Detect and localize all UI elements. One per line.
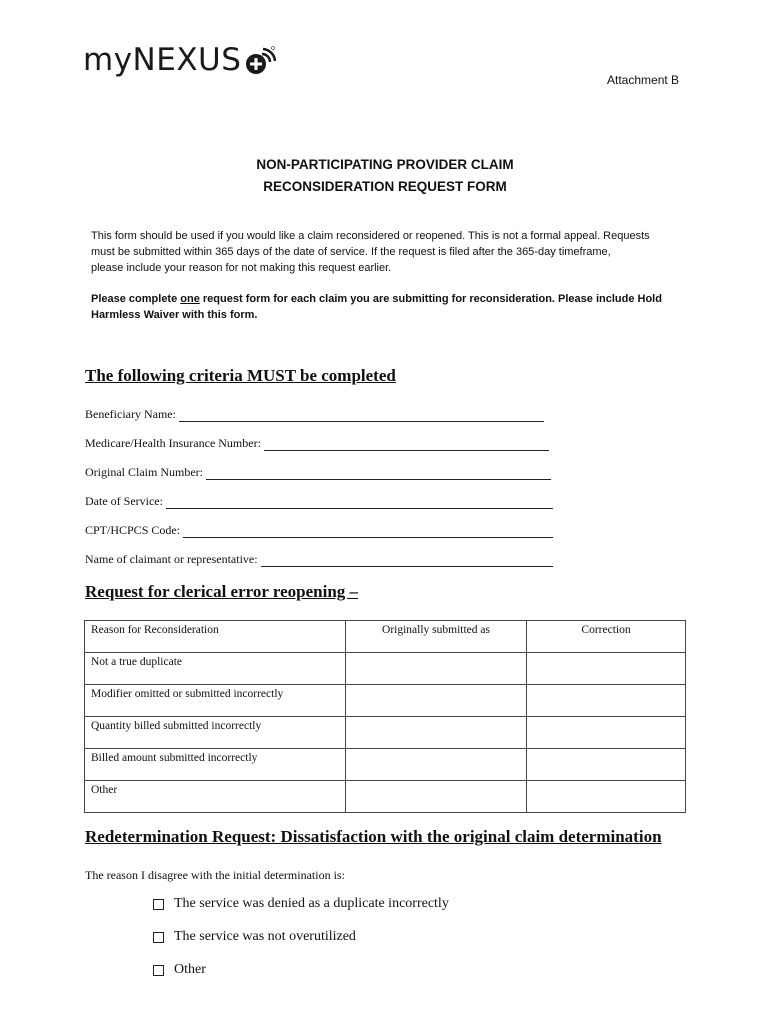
field-label: Medicare/Health Insurance Number: xyxy=(85,436,261,450)
intro-line: must be submitted within 365 days of the date of service. If the request is filed after the 365-day timeframe, xyxy=(91,246,611,258)
original-cell[interactable] xyxy=(346,717,527,749)
beneficiary-name-input[interactable] xyxy=(179,409,544,422)
notice-emphasis: one xyxy=(180,293,200,305)
correction-cell[interactable] xyxy=(527,749,686,781)
reason-cell: Not a true duplicate xyxy=(85,653,346,685)
claim-number-field xyxy=(85,465,551,480)
intro-line: This form should be used if you would like a claim reconsidered or reopened. This is not a formal appeal. Requests xyxy=(91,230,650,242)
table-row xyxy=(85,749,686,781)
option-label: The service was denied as a duplicate incorrectly xyxy=(174,896,449,911)
table-row xyxy=(85,717,686,749)
checkbox[interactable] xyxy=(153,899,164,910)
option-other[interactable] xyxy=(153,962,206,978)
correction-cell[interactable] xyxy=(527,685,686,717)
correction-cell[interactable] xyxy=(527,781,686,813)
column-header: Originally submitted as xyxy=(346,621,527,653)
date-of-service-field xyxy=(85,494,553,509)
notice-text: request form for each claim you are submitting for reconsideration. Please include Hold xyxy=(199,293,662,305)
notice-line2: Harmless Waiver with this form. xyxy=(91,309,258,321)
table-header-row xyxy=(85,621,686,653)
table-row xyxy=(85,653,686,685)
checkbox[interactable] xyxy=(153,932,164,943)
claimant-name-input[interactable] xyxy=(261,554,553,567)
table-row xyxy=(85,781,686,813)
table-row xyxy=(85,685,686,717)
date-of-service-input[interactable] xyxy=(166,496,553,509)
correction-cell[interactable] xyxy=(527,653,686,685)
notice-text: Please complete xyxy=(91,293,181,305)
cpt-code-input[interactable] xyxy=(183,525,553,538)
reason-cell: Billed amount submitted incorrectly xyxy=(85,749,346,781)
notice-paragraph xyxy=(91,291,681,323)
original-cell[interactable] xyxy=(346,749,527,781)
beneficiary-name-field xyxy=(85,407,544,422)
criteria-heading: The following criteria MUST be completed xyxy=(85,366,396,385)
mynexus-logo xyxy=(83,44,276,76)
original-cell[interactable] xyxy=(346,781,527,813)
column-header: Correction xyxy=(527,621,686,653)
intro-paragraph xyxy=(91,228,681,276)
option-duplicate[interactable] xyxy=(153,896,449,912)
option-not-overutilized[interactable] xyxy=(153,929,356,945)
field-label: Name of claimant or representative: xyxy=(85,552,258,566)
form-title-line1: NON-PARTICIPATING PROVIDER CLAIM xyxy=(256,157,514,172)
claim-number-input[interactable] xyxy=(206,467,551,480)
field-label: CPT/HCPCS Code: xyxy=(85,523,181,537)
plus-circle-signal-icon xyxy=(242,44,276,78)
field-label: Date of Service: xyxy=(85,494,163,508)
reason-cell: Quantity billed submitted incorrectly xyxy=(85,717,346,749)
insurance-number-input[interactable] xyxy=(264,438,549,451)
field-label: Original Claim Number: xyxy=(85,465,203,479)
reason-intro: The reason I disagree with the initial determination is: xyxy=(85,868,345,882)
logo-text: myNEXUS xyxy=(83,42,242,78)
option-label: The service was not overutilized xyxy=(174,929,356,944)
intro-line: please include your reason for not making this request earlier. xyxy=(91,262,392,274)
form-title xyxy=(0,154,770,198)
redetermination-heading: Redetermination Request: Dissatisfaction with the original claim determination xyxy=(85,827,662,846)
option-label: Other xyxy=(174,962,206,977)
form-title-line2: RECONSIDERATION REQUEST FORM xyxy=(263,179,507,194)
insurance-number-field xyxy=(85,436,549,451)
original-cell[interactable] xyxy=(346,685,527,717)
column-header: Reason for Reconsideration xyxy=(85,621,346,653)
reason-cell: Other xyxy=(85,781,346,813)
correction-cell[interactable] xyxy=(527,717,686,749)
clerical-heading: Request for clerical error reopening – xyxy=(85,582,359,601)
attachment-label: Attachment B xyxy=(607,73,680,87)
checkbox[interactable] xyxy=(153,965,164,976)
field-label: Beneficiary Name: xyxy=(85,407,176,421)
clerical-table xyxy=(84,620,686,813)
original-cell[interactable] xyxy=(346,653,527,685)
claimant-name-field xyxy=(85,552,553,567)
cpt-code-field xyxy=(85,523,553,538)
reason-cell: Modifier omitted or submitted incorrectly xyxy=(85,685,346,717)
